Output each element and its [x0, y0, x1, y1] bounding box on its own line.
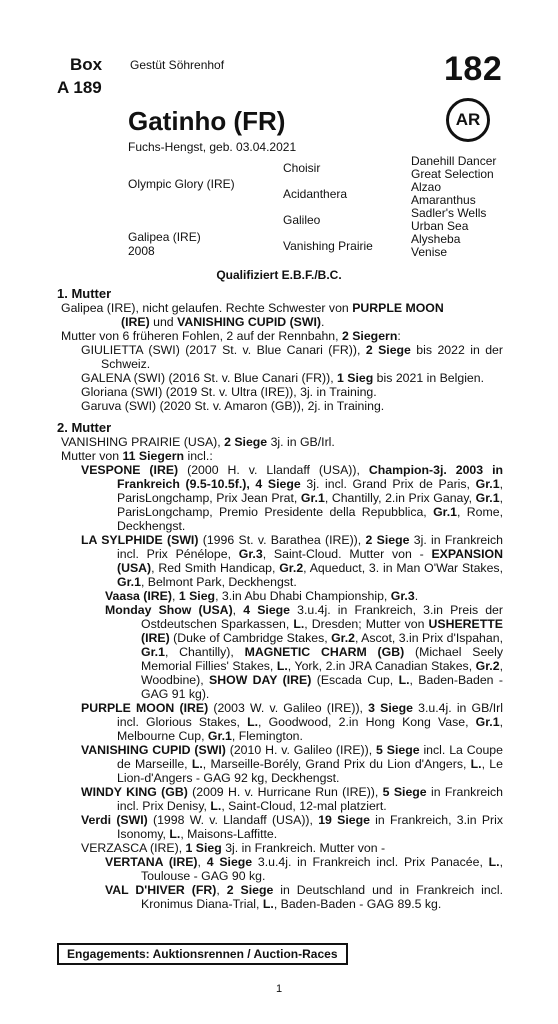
- produce-windy-king: WINDY KING (GB) (2009 H. v. Hurricane Run (IRE)), 5 Siege in Frankreich incl. Prix Denisy, L., Saint-Cloud, 12-mal platziert.: [81, 785, 503, 813]
- first-dam-foals: Mutter von 6 früheren Fohlen, 2 auf der Rennbahn, 2 Siegern:: [61, 329, 401, 343]
- first-dam-title: 1. Mutter: [57, 286, 112, 301]
- page-number: 1: [275, 983, 283, 995]
- badge-label: AR: [455, 110, 481, 129]
- ar-badge-icon: [446, 98, 490, 142]
- g3-5: Sadler's Wells: [411, 206, 487, 220]
- g3-2: Great Selection: [411, 167, 494, 181]
- engagements-box: Engagements: Auktionsrennen / Auction-Races: [57, 943, 348, 965]
- produce-la-sylphide: LA SYLPHIDE (SWI) (1996 St. v. Barathea (IRE)), 2 Siege 3j. in Frankreich incl. Prix Pénélope, Gr.3, Saint-Cloud. Mutter von - EXPANSION (USA), Red Smith Handicap, Gr.2, Aqueduct, 3. in Man O'War Stakes, Gr.1, Belmont Park, Deckhengst.: [81, 533, 503, 589]
- box-number: A 189: [57, 78, 102, 97]
- g3-6: Urban Sea: [411, 219, 469, 233]
- second-dam-winners: Mutter von 11 Siegern incl.:: [61, 449, 213, 463]
- produce-verzasca: VERZASCA (IRE), 1 Sieg 3j. in Frankreich. Mutter von -: [81, 841, 386, 855]
- produce-vanishing-cupid: VANISHING CUPID (SWI) (2010 H. v. Galileo (IRE)), 5 Siege incl. La Coupe de Marseille, L., Marseille-Borély, Grand Prix du Lion d'Angers, L., Le Lion-d'Angers - GAG 92 kg, Deckhengst.: [81, 743, 503, 785]
- produce-verdi: Verdi (SWI) (1998 W. v. Llandaff (USA)), 19 Siege in Frankreich, 3.in Prix Isonomy, L., Maisons-Laffitte.: [81, 813, 503, 841]
- produce-garuva: Garuva (SWI) (2020 St. v. Amaron (GB)), 2j. in Training.: [81, 399, 385, 413]
- g3-1: Danehill Dancer: [411, 154, 497, 168]
- horse-description: Fuchs-Hengst, geb. 03.04.2021: [128, 140, 297, 154]
- second-dam-para: VANISHING PRAIRIE (USA), 2 Siege 3j. in GB/Irl.: [61, 435, 335, 449]
- produce-purple-moon: PURPLE MOON (IRE) (2003 W. v. Galileo (IRE)), 3 Siege 3.u.4j. in GB/Irl incl. Glorious Stakes, L., Goodwood, 2.in Hong Kong Vase, Gr.1, Melbourne Cup, Gr.1, Flemington.: [81, 701, 503, 743]
- produce-vaasa: Vaasa (IRE), 1 Sieg, 3.in Abu Dhabi Championship, Gr.3.: [105, 589, 419, 603]
- second-dam-title: 2. Mutter: [57, 420, 112, 435]
- first-dam-para-2: (IRE) und VANISHING CUPID (SWI).: [121, 315, 325, 329]
- g3-3: Alzao: [411, 180, 442, 194]
- dam-year: 2008: [128, 244, 155, 258]
- qualification: Qualifiziert E.B.F./B.C.: [216, 268, 342, 282]
- produce-monday-show: Monday Show (USA), 4 Siege 3.u.4j. in Frankreich, 3.in Preis der Ostdeutschen Sparkassen, L., Dresden; Mutter von USHERETTE (IRE) (Duke of Cambridge Stakes, Gr.2, Ascot, 3.in Prix d'Ispahan, Gr.1, Chantilly), MAGNETIC CHARM (GB) (Michael Seely Memorial Fillies' Stakes, L., York, 2.in JRA Canadian Stakes, Gr.2, Woodbine), SHOW DAY (IRE) (Escada Cup, L., Baden-Baden - GAG 91 kg).: [105, 603, 503, 701]
- dam: Galipea (IRE): [128, 230, 201, 244]
- produce-galena: GALENA (SWI) (2016 St. v. Blue Canari (FR)), 1 Sieg bis 2021 in Belgien.: [81, 371, 485, 385]
- lot-number: 182: [444, 50, 503, 88]
- dam-sire: Galileo: [283, 213, 321, 227]
- produce-gloriana: Gloriana (SWI) (2019 St. v. Ultra (IRE)), 3j. in Training.: [81, 385, 377, 399]
- produce-vespone: VESPONE (IRE) (2000 H. v. Llandaff (USA)), Champion-3j. 2003 in Frankreich (9.5-10.5f.), 4 Siege 3j. incl. Grand Prix de Paris, Gr.1, ParisLongchamp, Prix Jean Prat, Gr.1, Chantilly, 2.in Prix Ganay, Gr.1, ParisLongchamp, Premio Presidente della Repubblica, Gr.1, Rome, Deckhengst.: [81, 463, 504, 533]
- pedigree-third-generation: [411, 155, 496, 259]
- sire-sire: Choisir: [283, 161, 321, 175]
- g3-8: Venise: [411, 245, 448, 259]
- produce-giulietta: GIULIETTA (SWI) (2017 St. v. Blue Canari (FR)), 2 Siege bis 2022 in der Schweiz.: [81, 343, 503, 371]
- horse-name: Gatinho (FR): [128, 106, 286, 136]
- g3-7: Alysheba: [411, 232, 461, 246]
- sire-dam: Acidanthera: [283, 187, 348, 201]
- first-dam-para: Galipea (IRE), nicht gelaufen. Rechte Schwester von PURPLE MOON: [61, 301, 444, 315]
- produce-val-dhiver: VAL D'HIVER (FR), 2 Siege in Deutschland und in Frankreich incl. Kronimus Diana-Trial, L., Baden-Baden - GAG 89.5 kg.: [105, 883, 503, 911]
- dam-dam: Vanishing Prairie: [283, 239, 373, 253]
- sire: Olympic Glory (IRE): [128, 177, 235, 191]
- produce-vertana: VERTANA (IRE), 4 Siege 3.u.4j. in Frankreich incl. Prix Panacée, L., Toulouse - GAG 90 kg.: [105, 855, 503, 883]
- pedigree-text: [57, 285, 503, 911]
- g3-4: Amaranthus: [411, 193, 476, 207]
- breeder: Gestüt Söhrenhof: [130, 58, 225, 72]
- box-label: Box: [70, 55, 103, 74]
